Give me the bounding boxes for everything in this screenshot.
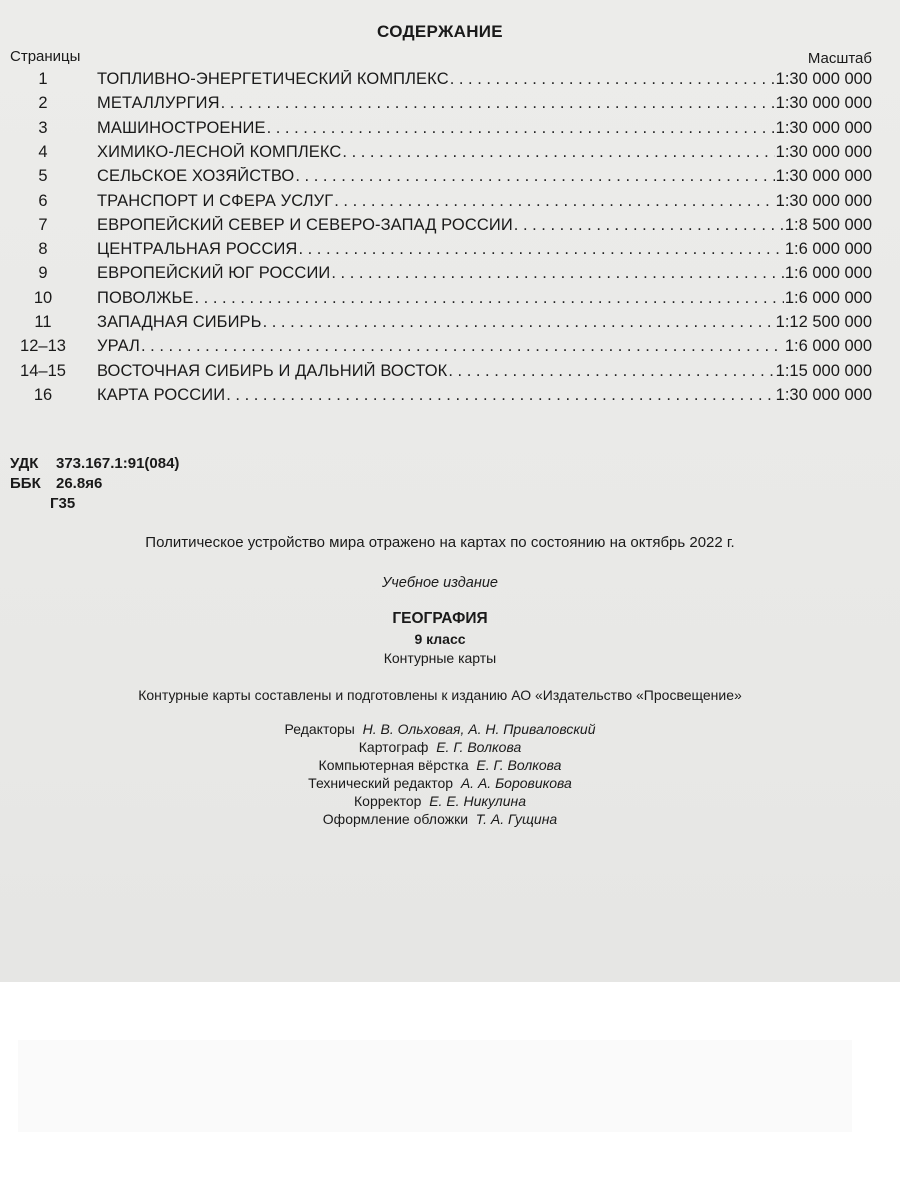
- credit-row: [0, 792, 880, 810]
- credit-row: [0, 738, 880, 756]
- toc-entry-name: ТОПЛИВНО-ЭНЕРГЕТИЧЕСКИЙ КОМПЛЕКС: [97, 70, 449, 88]
- toc-entry-name: ВОСТОЧНАЯ СИБИРЬ И ДАЛЬНИЙ ВОСТОК: [97, 361, 448, 380]
- toc-row[interactable]: [0, 143, 900, 167]
- toc-entry-scale: 1:15 000 000: [775, 361, 872, 380]
- credit-role: Оформление обложки: [322, 811, 469, 827]
- toc-entry-name: ЗАПАДНАЯ СИБИРЬ: [97, 313, 262, 331]
- credit-row: [0, 774, 880, 792]
- redacted-area: [18, 1040, 852, 1132]
- credit-row: [0, 756, 880, 774]
- toc-page-number: 12–13: [20, 337, 66, 356]
- toc-entry-scale: 1:6 000 000: [784, 264, 872, 283]
- bbk-label: ББК: [10, 475, 41, 492]
- toc-entry-scale: 1:30 000 000: [775, 118, 872, 137]
- dot-leader: [342, 143, 774, 162]
- toc-scale-header: Масштаб: [807, 50, 872, 67]
- credit-person: Н. В. Ольховая, А. Н. Приваловский: [362, 721, 596, 737]
- toc-page-number: 8: [38, 240, 48, 259]
- dot-leader: [514, 216, 784, 235]
- author-sign: Г35: [50, 495, 76, 512]
- toc-page-number: 5: [38, 167, 48, 186]
- credits: [0, 720, 880, 828]
- redacted-imprint-block: [0, 982, 900, 1200]
- dot-leader: [448, 362, 774, 381]
- credit-role: Компьютерная вёрстка: [318, 757, 469, 773]
- toc-entry-name: ХИМИКО-ЛЕСНОЙ КОМПЛЕКС: [97, 142, 342, 161]
- toc-page-number: 3: [38, 118, 48, 137]
- book-grade: 9 класс: [414, 631, 466, 647]
- toc-pages-header: Страницы: [10, 48, 81, 65]
- toc-entry-name: СЕЛЬСКОЕ ХОЗЯЙСТВО: [97, 167, 295, 186]
- toc-row[interactable]: [0, 289, 900, 313]
- dot-leader: [334, 192, 774, 211]
- toc-entry-scale: 1:30 000 000: [775, 94, 872, 113]
- dot-leader: [331, 264, 783, 283]
- toc-row[interactable]: [0, 119, 900, 143]
- toc-page-number: 7: [38, 215, 48, 234]
- toc-entry-scale: 1:30 000 000: [775, 167, 872, 186]
- toc-page-number: 9: [38, 264, 48, 283]
- toc-page-number: 4: [38, 142, 48, 161]
- toc-entry-scale: 1:30 000 000: [775, 191, 872, 210]
- toc-page-number: 10: [33, 288, 53, 307]
- toc-entry-name: ЕВРОПЕЙСКИЙ ЮГ РОССИИ: [97, 264, 331, 283]
- toc-entry-scale: 1:30 000 000: [775, 385, 872, 404]
- toc-row[interactable]: [0, 313, 900, 337]
- toc-page-number: 11: [34, 313, 52, 331]
- toc-entry-scale: 1:12 500 000: [775, 313, 872, 331]
- toc-row[interactable]: [0, 337, 900, 361]
- toc-page-number: 1: [38, 70, 48, 88]
- toc-entry-name: ЦЕНТРАЛЬНАЯ РОССИЯ: [97, 240, 298, 259]
- dot-leader: [141, 337, 784, 356]
- dot-leader: [226, 386, 774, 405]
- credit-row: [0, 720, 880, 738]
- toc-entry-name: ТРАНСПОРТ И СФЕРА УСЛУГ: [97, 191, 334, 210]
- credit-person: Е. Г. Волкова: [436, 739, 522, 755]
- toc-title: СОДЕРЖАНИЕ: [377, 22, 503, 41]
- credit-person: А. А. Боровикова: [460, 775, 572, 791]
- credit-role: Корректор: [354, 793, 422, 809]
- toc-entry-name: ПОВОЛЖЬЕ: [97, 288, 194, 307]
- dot-leader: [195, 289, 784, 308]
- dot-leader: [295, 167, 774, 186]
- toc-page-number: 2: [38, 94, 48, 113]
- toc-page-number: 14–15: [20, 361, 66, 380]
- toc-entry-scale: 1:30 000 000: [775, 142, 872, 161]
- toc-row[interactable]: [0, 70, 900, 94]
- toc-entry-name: ЕВРОПЕЙСКИЙ СЕВЕР И СЕВЕРО-ЗАПАД РОССИИ: [97, 215, 513, 234]
- toc-entry-name: УРАЛ: [97, 337, 140, 356]
- credit-person: Т. А. Гущина: [475, 811, 558, 827]
- credit-person: Е. Г. Волкова: [476, 757, 562, 773]
- toc-row[interactable]: [0, 362, 900, 386]
- library-codes: [10, 454, 179, 514]
- dot-leader: [221, 94, 775, 113]
- toc-entry-scale: 1:30 000 000: [775, 70, 872, 88]
- toc-entry-name: МЕТАЛЛУРГИЯ: [97, 94, 220, 113]
- toc-row[interactable]: [0, 167, 900, 191]
- credit-role: Редакторы: [284, 721, 355, 737]
- credit-role: Картограф: [358, 739, 429, 755]
- toc-entry-scale: 1:6 000 000: [784, 240, 872, 259]
- credit-row: [0, 810, 880, 828]
- book-kind: Контурные карты: [383, 650, 497, 666]
- book-title: ГЕОГРАФИЯ: [392, 610, 488, 627]
- credit-role: Технический редактор: [308, 775, 454, 791]
- edition-type: Учебное издание: [382, 575, 498, 591]
- toc-row[interactable]: [0, 264, 900, 288]
- toc-row[interactable]: [0, 386, 900, 410]
- toc-page-number: 6: [38, 191, 48, 210]
- toc-entry-name: МАШИНОСТРОЕНИЕ: [97, 118, 266, 137]
- toc-entry-scale: 1:6 000 000: [784, 337, 872, 356]
- dot-leader: [263, 313, 775, 332]
- toc-row[interactable]: [0, 192, 900, 216]
- toc-row[interactable]: [0, 240, 900, 264]
- toc-entry-scale: 1:6 000 000: [784, 288, 872, 307]
- dot-leader: [450, 70, 775, 89]
- credit-person: Е. Е. Никулина: [429, 793, 526, 809]
- political-note: Политическое устройство мира отражено на картах по состоянию на октябрь 2022 г.: [145, 534, 735, 551]
- toc-entry-scale: 1:8 500 000: [784, 215, 872, 234]
- toc-page-number: 16: [33, 385, 53, 404]
- dot-leader: [298, 240, 783, 259]
- toc-row[interactable]: [0, 216, 900, 240]
- bbk-value: 26.8я6: [56, 475, 103, 492]
- toc-entry-name: КАРТА РОССИИ: [97, 385, 226, 404]
- prepared-by: Контурные карты составлены и подготовлены к изданию АО «Издательство «Просвещение»: [138, 687, 742, 703]
- toc-row[interactable]: [0, 94, 900, 118]
- udk-value: 373.167.1:91(084): [56, 455, 180, 472]
- udk-label: УДК: [10, 455, 39, 472]
- dot-leader: [267, 119, 775, 138]
